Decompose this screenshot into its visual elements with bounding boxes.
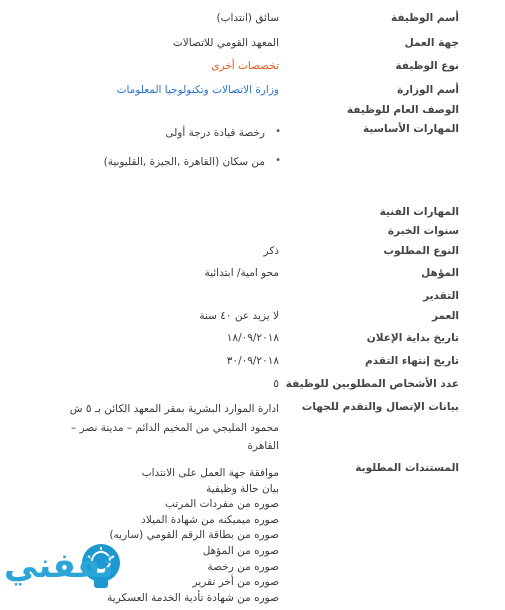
list-item: صوره من مفردات المرتب	[165, 498, 279, 511]
field-value: ١٨/٠٩/٢٠١٨	[226, 332, 279, 344]
list-item: صوره من رخصة	[207, 560, 279, 573]
list-item: • من سكان (القاهرة ,الجيزة ,القليوبية)	[104, 156, 279, 168]
documents-label: المستندات المطلوبة	[355, 462, 459, 474]
field-value: سائق (انتداب)	[216, 12, 279, 24]
site-logo[interactable]	[4, 536, 149, 598]
field-value: ذكر	[263, 245, 279, 257]
list-item: صوره من شهادة تأدية الخدمة العسكرية	[107, 591, 279, 604]
field-label: النوع المطلوب	[383, 245, 459, 257]
field-value: ٣٠/٠٩/٢٠١٨	[226, 355, 279, 367]
ministry-link[interactable]: وزارة الاتصالات وتكنولوجيا المعلومات	[116, 84, 279, 96]
field-value: محو امية/ ابتدائية	[204, 267, 279, 279]
list-item: صوره من المؤهل	[202, 544, 279, 557]
field-label: تاريخ بداية الإعلان	[366, 332, 459, 344]
list-item: صوره ميميكنه من شهادة الميلاد	[141, 513, 279, 526]
list-item: صوره من بطاقة الرقم القومي (ساريه)	[109, 529, 279, 542]
grade-label: التقدير	[423, 290, 459, 302]
field-label: أسم الوزارة	[397, 84, 459, 96]
field-value: لا يزيد عن ٤٠ سنة	[199, 310, 279, 322]
experience-label: سنوات الخبرة	[387, 225, 459, 237]
contact-address: ادارة الموارد البشرية بمقر المعهد الكائن بـ ٥ ش محمود المليجي من المخيم الدائم – مدينة نصر – القاهرة	[69, 403, 279, 452]
field-value: المعهد القومي للاتصالات	[172, 37, 279, 49]
list-item: • رخصة قيادة درجة أولى	[104, 127, 279, 139]
field-label: بيانات الإتصال والتقدم للجهات	[301, 401, 459, 413]
field-value: ٥	[273, 378, 279, 390]
job-type-link[interactable]: تخصصات أخرى	[211, 60, 279, 72]
field-label: تاريخ إنتهاء التقدم	[365, 355, 459, 367]
logo-text: ثقفني	[4, 546, 114, 586]
list-item: صوره من أخر تقرير	[192, 576, 279, 589]
field-label: أسم الوظيفة	[390, 12, 459, 24]
field-label: جهة العمل	[404, 37, 459, 49]
field-label: عدد الأشخاص المطلوبين للوظيفة	[285, 378, 459, 390]
field-label: الوصف العام للوظيفة	[346, 104, 459, 116]
basic-skills-label: المهارات الأساسية	[363, 123, 459, 135]
list-item: موافقة جهة العمل على الانتداب	[141, 467, 279, 479]
field-label: نوع الوظيفة	[395, 60, 459, 72]
list-item: بيان حالة وظيفية	[206, 482, 279, 495]
field-label: المؤهل	[421, 267, 459, 279]
tech-skills-label: المهارات الفنية	[379, 206, 459, 218]
basic-skills-list	[104, 127, 279, 185]
field-label: العمر	[431, 310, 459, 322]
